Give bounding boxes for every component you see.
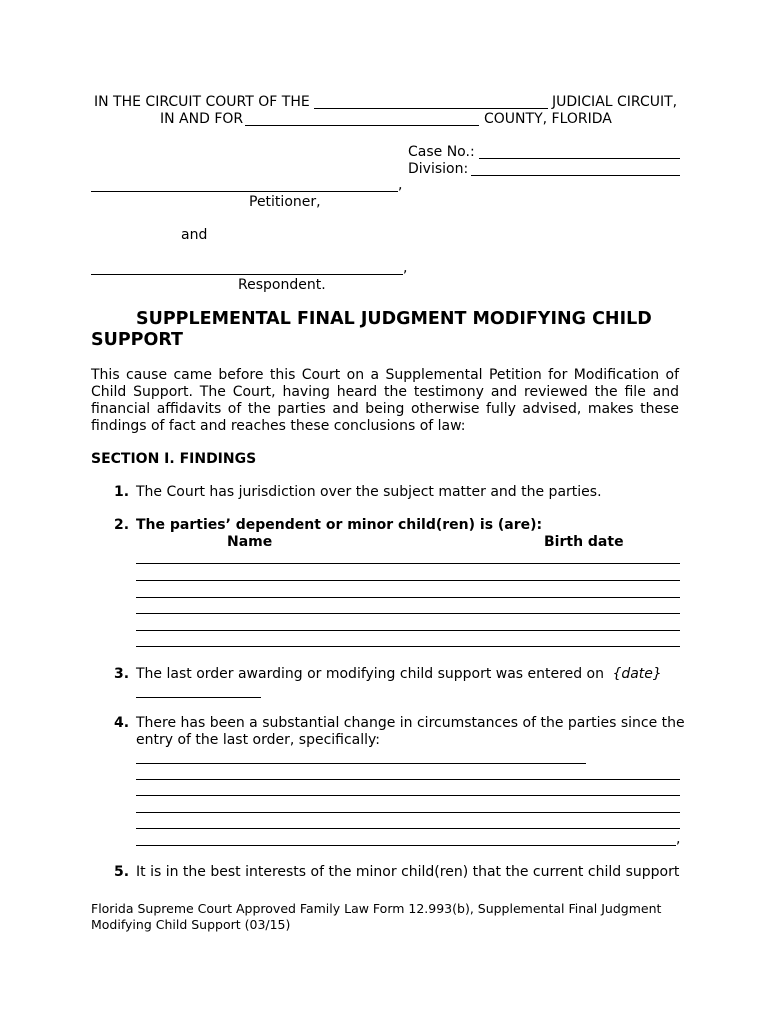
item-3-text: [136, 666, 662, 682]
children-name-column: Name: [227, 534, 273, 550]
item-2-number: 2.: [114, 517, 130, 533]
section-heading: SECTION I. FINDINGS: [91, 451, 257, 467]
footer-line-1: Florida Supreme Court Approved Family Law Form 12.993(b), Supplemental Final Judgment: [91, 901, 662, 916]
child-row-line[interactable]: [136, 580, 680, 581]
respondent-comma: ,: [403, 260, 408, 276]
court-line-prefix: IN THE CIRCUIT COURT OF THE: [94, 94, 310, 110]
item-3-number: 3.: [114, 666, 130, 682]
petitioner-label: Petitioner,: [249, 194, 321, 210]
change-explanation-line[interactable]: [136, 812, 680, 813]
item-5-number: 5.: [114, 864, 130, 880]
child-row-line[interactable]: [136, 630, 680, 631]
county-blank[interactable]: [245, 125, 479, 126]
intro-paragraph: This cause came before this Court on a Supplemental Petition for Modification of Child Support. The Court, having heard the testimony and reviewed the file and financial affidavits of the parties and being otherwise fully advised, makes these findings of fact and reaches these conclusions of law:: [91, 367, 679, 434]
item-1-number: 1.: [114, 484, 130, 500]
change-explanation-line[interactable]: [136, 779, 680, 780]
footer-line-2: Modifying Child Support (03/15): [91, 917, 291, 932]
child-row-line[interactable]: [136, 563, 680, 564]
item-1-text: The Court has jurisdiction over the subject matter and the parties.: [136, 484, 602, 500]
item-5-text: It is in the best interests of the minor child(ren) that the current child support: [136, 864, 680, 880]
circuit-blank[interactable]: [314, 108, 548, 109]
respondent-name-blank[interactable]: [91, 274, 403, 275]
case-no-blank[interactable]: [479, 158, 680, 159]
change-explanation-line[interactable]: [136, 763, 586, 764]
court-line: [94, 94, 310, 110]
county-suffix: COUNTY, FLORIDA: [484, 111, 612, 127]
date-placeholder: {date}: [612, 666, 662, 682]
child-row-line[interactable]: [136, 613, 680, 614]
item-4-text-line2: entry of the last order, specifically:: [136, 732, 381, 748]
division-label: Division:: [408, 161, 469, 177]
change-explanation-line[interactable]: [136, 845, 676, 846]
change-explanation-line[interactable]: [136, 828, 680, 829]
children-birthdate-column: Birth date: [544, 534, 624, 550]
petitioner-comma: ,: [398, 177, 403, 193]
child-row-line[interactable]: [136, 597, 680, 598]
last-order-date-blank[interactable]: [136, 697, 261, 698]
change-explanation-line[interactable]: [136, 795, 680, 796]
page-title: SUPPLEMENTAL FINAL JUDGMENT MODIFYING CHILD SUPPORT: [91, 309, 652, 350]
child-row-line[interactable]: [136, 646, 680, 647]
and-label: and: [181, 227, 208, 243]
item-4-text-line1: There has been a substantial change in circumstances of the parties since the: [136, 715, 685, 731]
item-4-end-comma: ,: [676, 831, 681, 847]
division-blank[interactable]: [471, 175, 680, 176]
case-no-label: Case No.:: [408, 144, 475, 160]
petitioner-name-blank[interactable]: [91, 191, 398, 192]
item-2-text: The parties’ dependent or minor child(ren) is (are):: [136, 517, 543, 533]
county-prefix: IN AND FOR: [160, 111, 244, 127]
item-4-number: 4.: [114, 715, 130, 731]
item-3-body: The last order awarding or modifying child support was entered on: [136, 666, 604, 682]
respondent-label: Respondent.: [238, 277, 326, 293]
court-line-suffix: JUDICIAL CIRCUIT,: [552, 94, 678, 110]
